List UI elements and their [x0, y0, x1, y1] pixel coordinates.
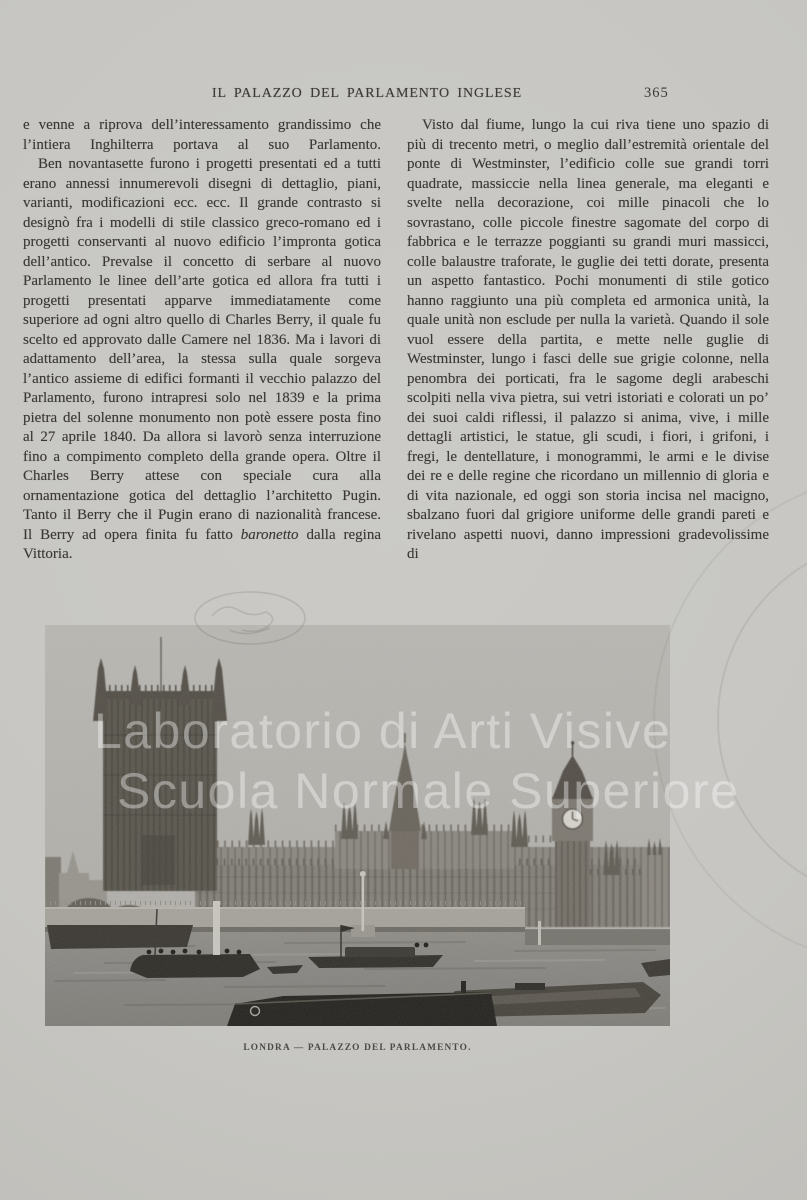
photo-grain: [45, 625, 670, 1026]
figure-parliament: [45, 625, 670, 1053]
column-right: [407, 116, 769, 565]
paragraph-main: [23, 155, 381, 565]
paragraph-continuation: [23, 116, 381, 155]
italic-word: baronetto: [240, 526, 299, 543]
running-title: IL PALAZZO DEL PARLAMENTO INGLESE: [211, 86, 523, 101]
watermark-line1: Laboratorio di Arti Visive: [94, 703, 672, 759]
page-number: 365: [644, 85, 669, 101]
text-columns: [23, 116, 769, 565]
column-left: [23, 116, 381, 565]
paragraph-text: dalla regina Vittoria.: [23, 526, 381, 562]
parliament-photo: [45, 625, 670, 1026]
figure-caption: LONDRA — PALAZZO DEL PARLAMENTO.: [243, 1043, 472, 1053]
paragraph-right: [407, 116, 769, 565]
paragraph-text: Visto dal fiume, lungo la cui riva tiene uno spazio di più di trecento metri, o meglio dall’estremità orientale del ponte di Westminster, l’edificio colle sue grandi torri quadrate, massiccie nella linea generale, ma eleganti e svelte nella decorazione, coi mille pinacoli che lo sovrastano, colle piccole finestre sagomate del corpo di fabbrica e le terrazze poggianti su grandi muri massicci, colle balaustre traforate, le guglie dei tetti dorate, presenta un aspetto fantastico. Pochi monumenti di stile gotico hanno raggiunto una più completa ed armonica unità, la quale unità non esclude per nulla la varietà. Quando il sole vuol essere della partita, e mette nelle guglie di Westminster, lungo i fasci delle sue grigie colonne, nella penombra dei porticati, fra le sagome degli arabeschi scolpiti nella viva pietra, sui vetri istoriati e colorati un po’ dei suoi caldi riflessi, il palazzo si anima, vive, i mille dettagli artistici, le statue, gli scudi, i fiori, i grifoni, i fregi, le dentellature, i monogrammi, le armi e le divise dei re e delle regine che ricordano un millennio di gloria e di vita nazionale, ed oggi son storia incisa nel macigno, sbalzano fuori dal grigiore uniforme delle grandi pareti e rivelano aspetti nuovi, danno impressioni gradevolissime di: [407, 117, 769, 562]
paragraph-text: Ben novantasette furono i progetti presentati ed a tutti erano annessi innumerevoli disegni di dettaglio, piani, varianti, modificazioni ecc. ecc. Il grande contrasto si designò fra i modelli di stile classico greco-romano ed i progetti conservanti al nuovo edificio l’impronta gotica dell’antico. Prevalse il concetto di serbare al nuovo Parlamento le linee dell’arte gotica ed allora fra tutti i progetti presentati apparve immediatamente come superiore ad ogni altro quello di Charles Berry, il quale fu scelto ed approvato dalle Camere nel 1836. Ma i lavori di adattamento dell’area, la stessa sulla quale sorgeva l’antico assieme di edifici formanti il vecchio palazzo del Parlamento, furono intrapresi solo nel 1839 e la prima pietra del solenne monumento non potè essere posta fino al 27 aprile 1840. Da allora si lavorò senza interruzione fino a compimento completo della grande opera. Oltre il Charles Berry attese con speciale cura alla ornamentazione gotica del dettaglio l’architetto Pugin. Tanto il Berry che il Pugin erano di nazionalità francese. Il Berry ad opera finita fu fatto: [23, 156, 381, 543]
watermark-line2: Scuola Normale Superiore: [117, 763, 740, 819]
paragraph-text: e venne a riprova dell’interessamento grandissimo che l’intiera Inghilterra portava al suo Parlamento.: [23, 117, 381, 153]
